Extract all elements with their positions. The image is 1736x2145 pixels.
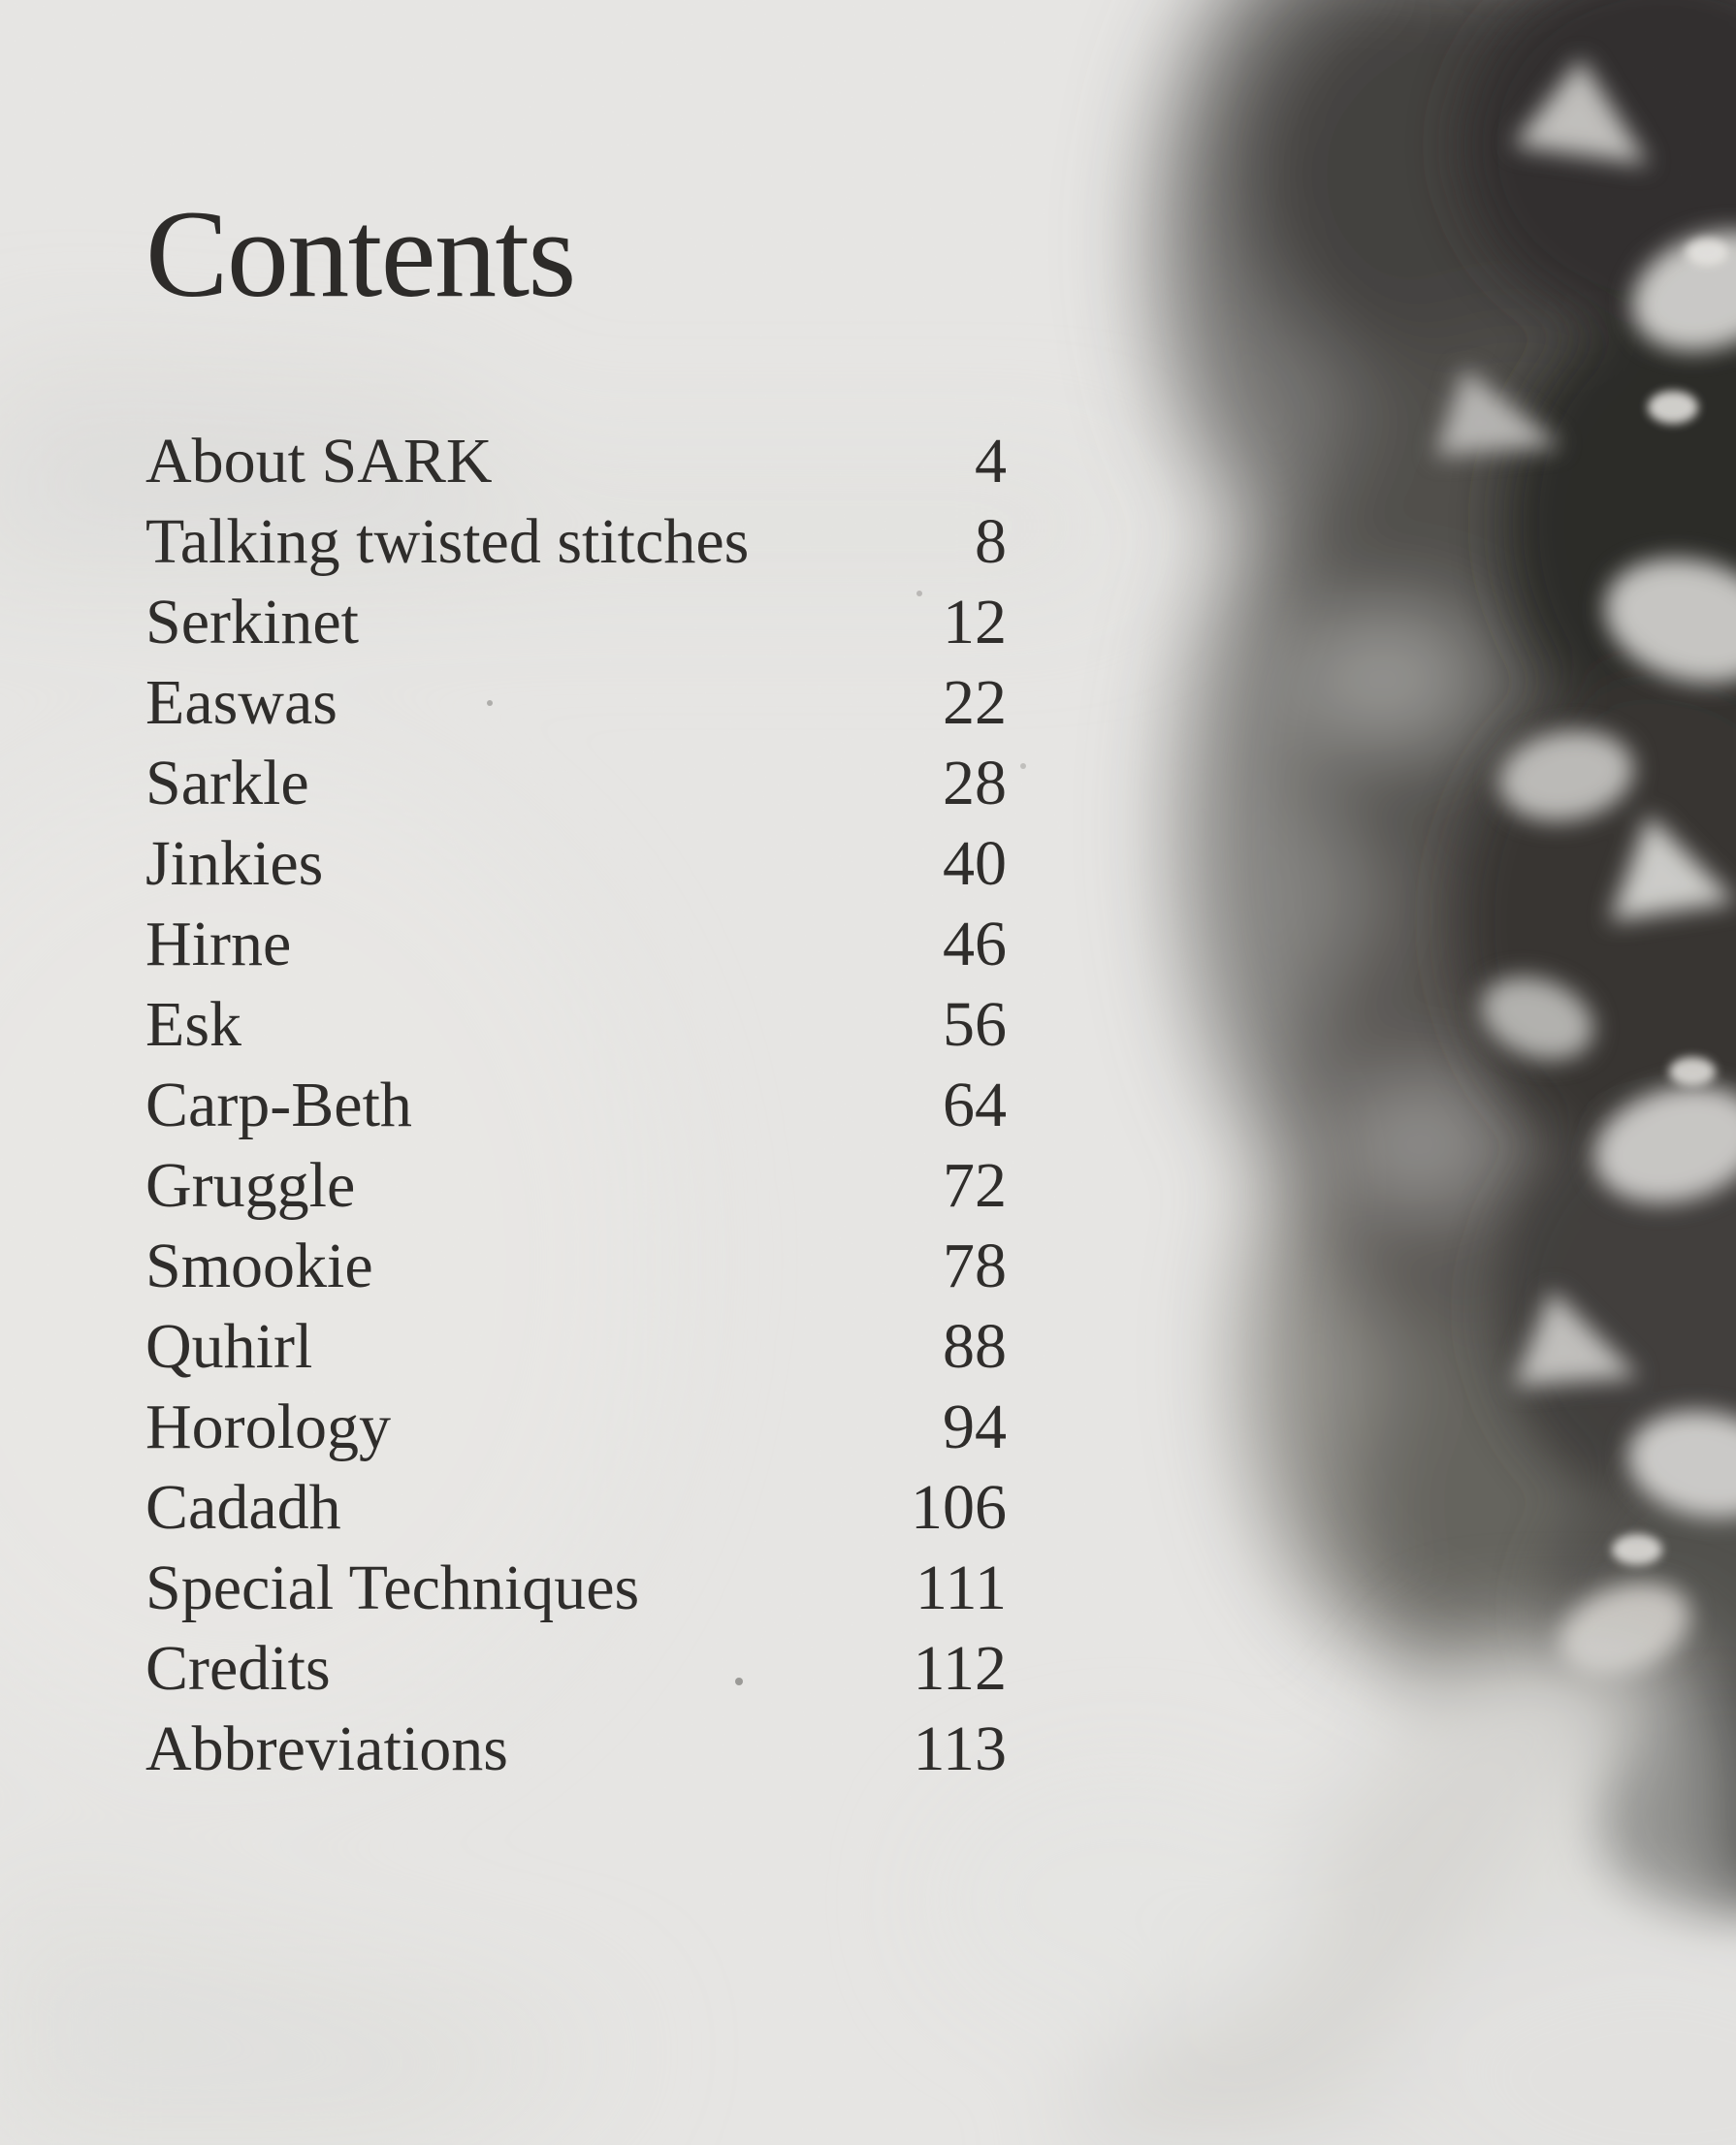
toc-entry-label: Abbreviations: [145, 1713, 508, 1784]
toc-entry-label: About SARK: [145, 426, 493, 496]
toc-entry-page: 64: [943, 1070, 1007, 1140]
toc-entry-label: Sarkle: [145, 748, 309, 818]
toc-row[interactable]: [145, 582, 1007, 662]
toc-row[interactable]: [145, 984, 1007, 1065]
toc-entry-page: 112: [913, 1633, 1007, 1704]
toc-entry-page: 88: [943, 1311, 1007, 1382]
toc-row[interactable]: [145, 1306, 1007, 1387]
toc-row[interactable]: [145, 1226, 1007, 1306]
toc-entry-page: 106: [911, 1472, 1007, 1543]
toc-row[interactable]: [145, 904, 1007, 984]
page-title: Contents: [145, 185, 575, 323]
toc-entry-page: 12: [943, 587, 1007, 657]
toc-entry-label: Hirne: [145, 909, 292, 979]
toc-entry-label: Talking twisted stitches: [145, 506, 750, 577]
toc-entry-label: Esk: [145, 989, 241, 1060]
toc-row[interactable]: [145, 1065, 1007, 1145]
toc-entry-page: 28: [943, 748, 1007, 818]
toc-row[interactable]: [145, 662, 1007, 743]
toc-entry-page: 94: [943, 1392, 1007, 1462]
toc-entry-page: 78: [943, 1231, 1007, 1301]
toc-entry-label: Easwas: [145, 667, 338, 738]
toc-entry-page: 8: [975, 506, 1007, 577]
toc-row[interactable]: [145, 743, 1007, 823]
toc-entry-page: 111: [915, 1553, 1007, 1623]
table-of-contents: [145, 421, 1007, 1789]
toc-entry-label: Credits: [145, 1633, 331, 1704]
toc-row[interactable]: [145, 823, 1007, 904]
toc-entry-page: 46: [943, 909, 1007, 979]
toc-entry-label: Serkinet: [145, 587, 359, 657]
toc-entry-page: 72: [943, 1150, 1007, 1221]
toc-entry-page: 113: [913, 1713, 1007, 1784]
toc-row[interactable]: [145, 501, 1007, 582]
toc-row[interactable]: [145, 1467, 1007, 1548]
toc-entry-label: Special Techniques: [145, 1553, 640, 1623]
toc-entry-page: 22: [943, 667, 1007, 738]
toc-entry-page: 40: [943, 828, 1007, 899]
toc-row[interactable]: [145, 1387, 1007, 1467]
toc-entry-label: Gruggle: [145, 1150, 356, 1221]
toc-row[interactable]: [145, 1145, 1007, 1226]
toc-entry-page: 4: [975, 426, 1007, 496]
toc-entry-label: Carp-Beth: [145, 1070, 412, 1140]
toc-entry-label: Jinkies: [145, 828, 324, 899]
toc-entry-page: 56: [943, 989, 1007, 1060]
toc-entry-label: Smookie: [145, 1231, 373, 1301]
toc-row[interactable]: [145, 1548, 1007, 1628]
toc-entry-label: Cadadh: [145, 1472, 341, 1543]
toc-entry-label: Horology: [145, 1392, 391, 1462]
toc-entry-label: Quhirl: [145, 1311, 313, 1382]
toc-row[interactable]: [145, 1628, 1007, 1709]
toc-row[interactable]: [145, 1709, 1007, 1789]
toc-row[interactable]: [145, 421, 1007, 501]
